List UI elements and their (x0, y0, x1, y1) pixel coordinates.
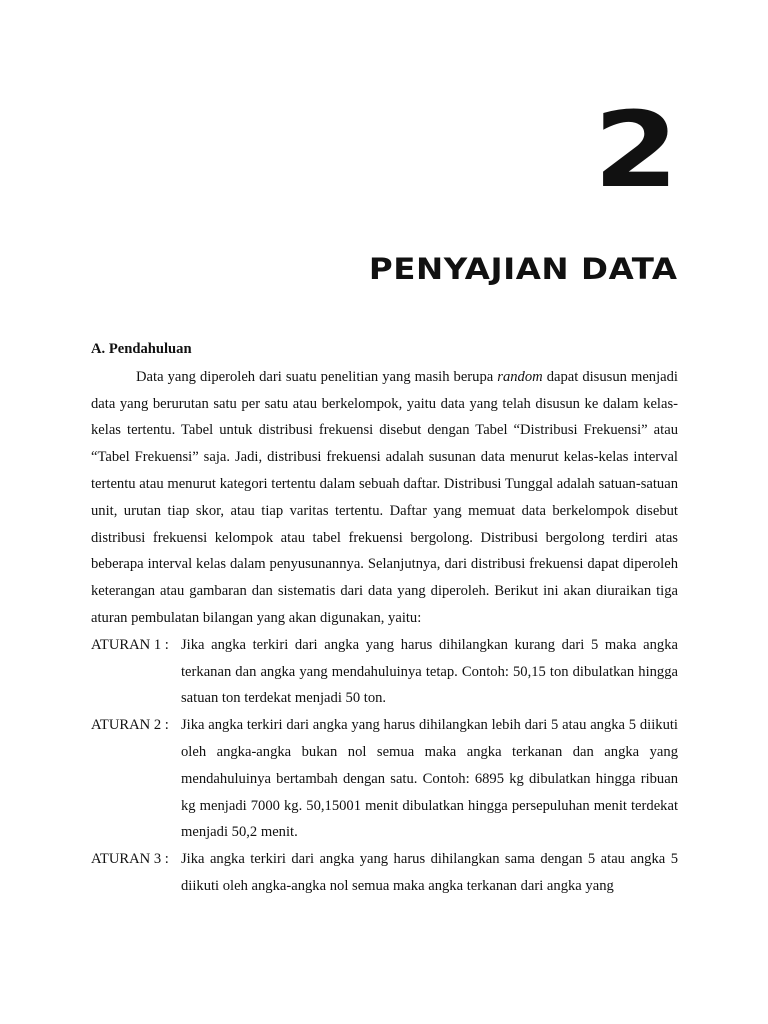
rule-text: Jika angka terkiri dari angka yang harus dihilangkan sama dengan 5 atau angka 5 diikuti oleh angka-angka nol semua maka angka terkanan dari angka yang (181, 851, 678, 894)
chapter-title: PENYAJIAN DATA (369, 252, 678, 286)
rule-label: ATURAN 1 : (91, 636, 169, 653)
rule-label: ATURAN 2 : (91, 717, 169, 734)
rule-text: Jika angka terkiri dari angka yang harus dihilangkan kurang dari 5 maka angka terkanan dan angka yang mendahuluinya tetap. Contoh: 50,15 ton dibulatkan hingga satuan ton terdekat menjadi 50 ton. (181, 636, 678, 707)
chapter-number: 2 (592, 89, 676, 211)
page-content (91, 336, 678, 900)
section-heading: A. Pendahuluan (91, 341, 192, 357)
rule-item (91, 632, 678, 712)
intro-text-rest: dapat disusun menjadi data yang berurutan satu per satu atau berkelompok, yaitu data yang telah disusun ke dalam kelas-kelas tertentu. Tabel untuk distribusi frekuensi disebut dengan Tabel “Distribusi Frekuensi” atau “Tabel Frekuensi” saja. Jadi, distribusi frekuensi adalah susunan data menurut kelas-kelas interval tertentu atau menurut kategori tertentu dalam sebuah daftar. Distribusi Tunggal adalah satuan-satuan unit, urutan tiap skor, atau tiap varitas tertentu. Daftar yang memuat data berkelompok disebut distribusi frekuensi kelompok atau tabel frekuensi bergolong. Distribusi bergolong terdiri atas beberapa interval kelas dalam penyusunannya. Selanjutnya, dari distribusi frekuensi dapat diperoleh keterangan atau gambaran dan sistematis dari data yang diperoleh. Berikut ini akan diuraikan tiga aturan pembulatan bilangan yang akan digunakan, yaitu: (91, 368, 678, 626)
intro-emphasis: random (497, 368, 543, 385)
intro-text-start: Data yang diperoleh dari suatu penelitian yang masih berupa (136, 368, 498, 385)
rule-label: ATURAN 3 : (91, 851, 169, 868)
rule-item (91, 846, 678, 900)
rule-text: Jika angka terkiri dari angka yang harus dihilangkan lebih dari 5 atau angka 5 diikuti oleh angka-angka bukan nol semua maka angka terkanan dan angka yang mendahuluinya bertambah dengan satu. Contoh: 6895 kg dibulatkan hingga ribuan kg menjadi 7000 kg. 50,15001 menit dibulatkan hingga persepuluhan menit terdekat menjadi 50,2 menit. (181, 717, 678, 841)
intro-paragraph (91, 364, 678, 632)
rule-item (91, 712, 678, 846)
